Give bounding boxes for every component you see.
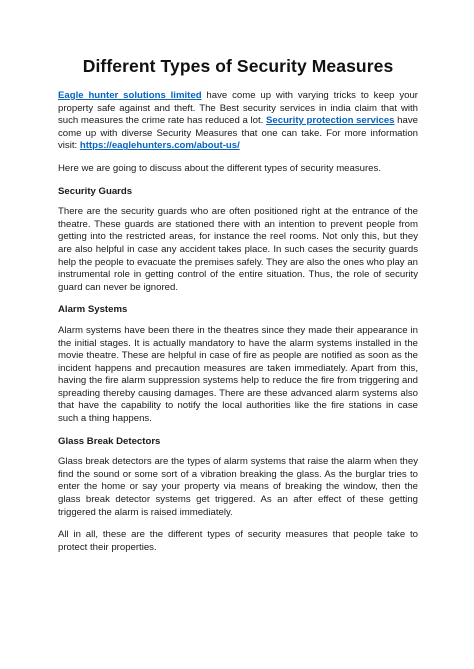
section-heading-glass-break-detectors: Glass Break Detectors (58, 435, 161, 447)
section-heading-alarm-systems: Alarm Systems (58, 304, 128, 316)
intro-text-2: have come up with diverse Security Measures that one can take. For more information visit: (58, 115, 418, 152)
document-page (58, 56, 418, 564)
section-body-alarm-systems: Alarm systems have been there in the theatres since they made their appearance in the initial stages. It is actually mandatory to have the alarm systems installed in the movie theatre. These are helpful in case of fire as people are notified as soon as the incident happens and precaution measures are taken immediately. Apart from this, having the fire alarm suppression systems help to reduce the fire from triggering and spreading thereby causing damages. There are these advanced alarm systems also that have the capability to notify the local authorities like the fire stations in case such a thing happens. (58, 324, 418, 425)
eagle-hunter-link[interactable]: Eagle hunter solutions limited (58, 90, 202, 101)
conclusion-paragraph: All in all, these are the different types of security measures that people take to protect their properties. (58, 529, 418, 553)
intro-paragraph (58, 90, 418, 153)
section-body-glass-break-detectors: Glass break detectors are the types of alarm systems that raise the alarm when they find the sound or some sort of a vibration breaking the glass. As the burglar tries to enter the home or say your property via means of breaking the window, then the glass break detector systems get triggered. As an after effect of these getting triggered the alarm is raised immediately. (58, 456, 418, 518)
lead-paragraph: Here we are going to discuss about the different types of security measures. (58, 162, 381, 174)
intro-text-1: have come up with varying tricks to keep your property safe against and theft. The Best security services in india claim that with such measures the crime rate has reduced a lot. (58, 90, 418, 127)
section-heading-security-guards: Security Guards (58, 185, 133, 197)
document-title: Different Types of Security Measures (82, 56, 394, 76)
security-protection-link[interactable]: Security protection services (266, 115, 395, 127)
about-us-url-link[interactable]: https://eaglehunters.com/about-us/ (79, 140, 240, 152)
section-body-security-guards: There are the security guards who are often positioned right at the entrance of the theatre. These guards are stationed there with an intention to prevent people from getting into the restricted areas, for instance the reel rooms. Not only this, but they are also helpful in case any accident takes place. In such cases the security guards help the people to evacuate the premises safely. They are also the ones who play an instrumental role in getting control of the entire situation. Thus, the role of security guard can never be ignored. (58, 206, 418, 293)
